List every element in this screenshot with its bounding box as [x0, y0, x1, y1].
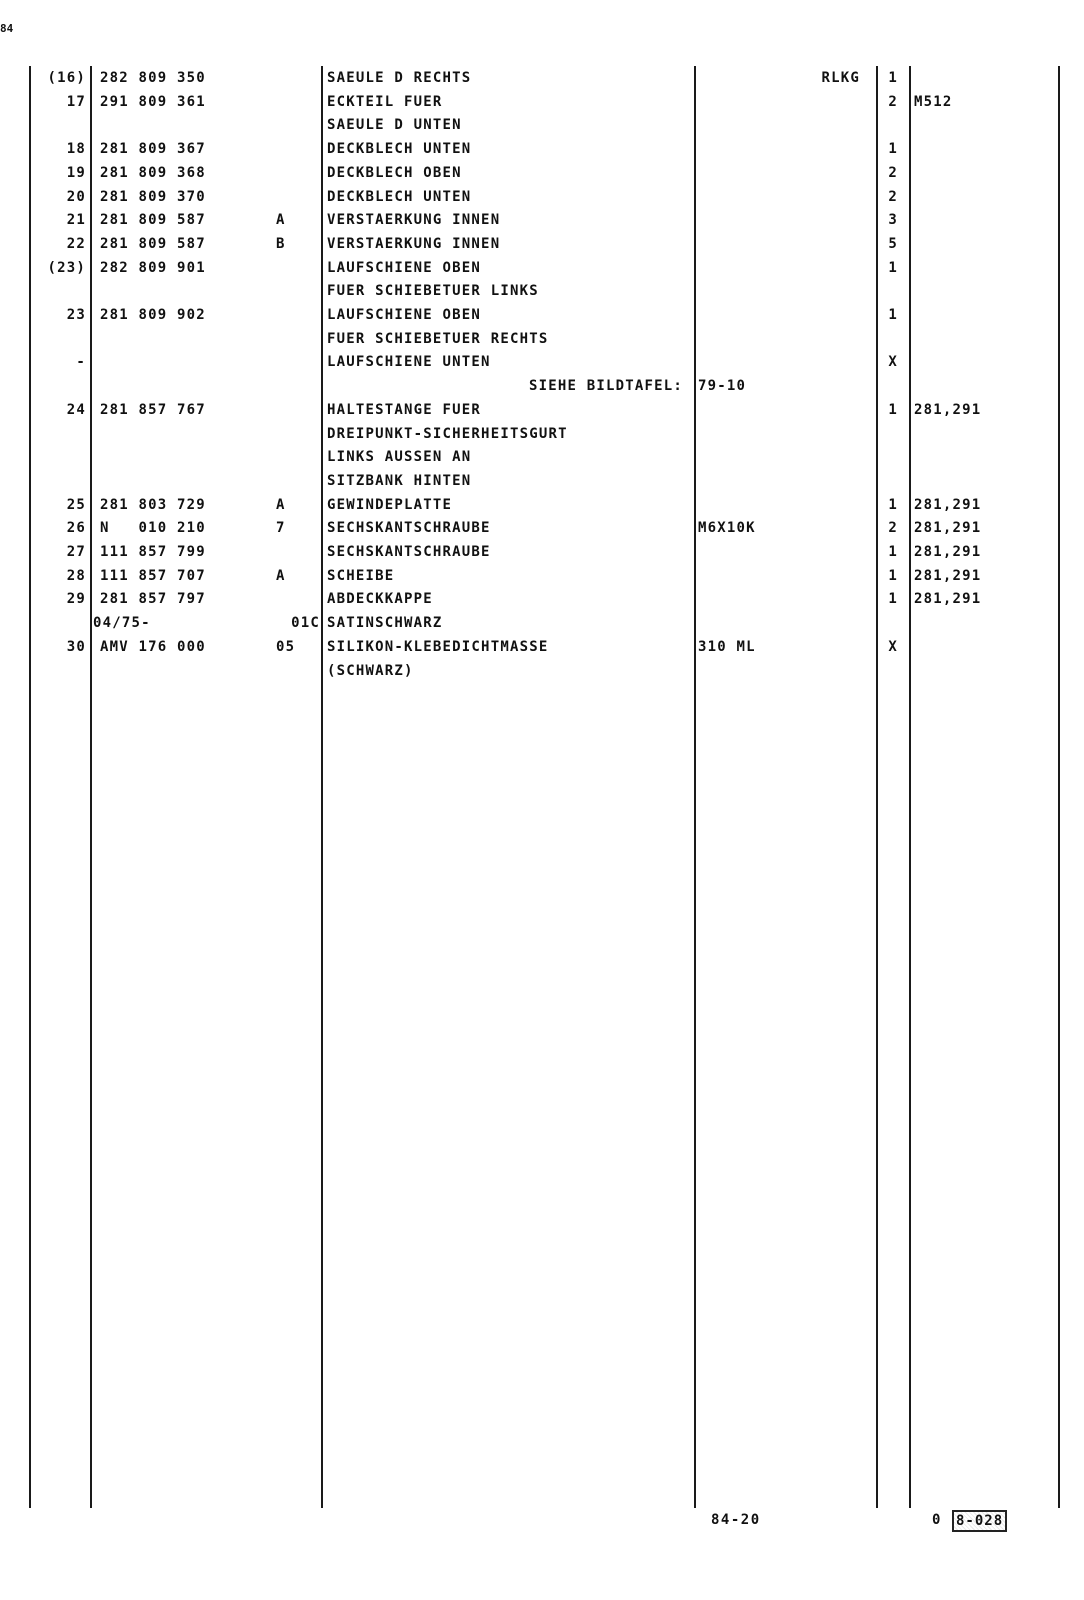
description: LAUFSCHIENE OBEN: [327, 307, 482, 323]
description: ABDECKKAPPE: [327, 591, 433, 608]
table-row: [0, 114, 1084, 138]
table-row: [0, 588, 1084, 612]
table-row: [0, 304, 1084, 328]
table-row: [0, 280, 1084, 304]
model-applicability: 281,291: [914, 544, 982, 560]
quantity: 1: [888, 496, 898, 513]
description: SITZBANK HINTEN: [327, 472, 472, 489]
document-code-badge: 8-028: [952, 1510, 1007, 1532]
table-row: [0, 423, 1084, 447]
position-number: 30: [66, 638, 86, 655]
quantity: 1: [888, 259, 898, 276]
part-suffix: A: [276, 567, 286, 584]
position-number: 26: [66, 520, 86, 537]
quantity: 3: [888, 212, 898, 229]
position-number: 22: [66, 235, 86, 252]
part-number: 281 809 370: [100, 188, 206, 205]
description: DECKBLECH OBEN: [327, 164, 462, 181]
position-number: 18: [66, 141, 86, 158]
color-code: 01C: [291, 615, 320, 632]
model-applicability: 281,291: [914, 496, 982, 513]
part-number: AMV 176 000: [100, 638, 206, 655]
part-number: 282 809 350: [100, 70, 206, 86]
model-applicability: 281,291: [914, 567, 982, 584]
revision-number: 0: [932, 1512, 941, 1528]
page-reference: 84-20: [711, 1512, 761, 1528]
quantity: 1: [888, 567, 898, 584]
position-number: (16): [47, 70, 86, 86]
remark: RLKG: [821, 70, 860, 86]
description: SECHSKANTSCHRAUBE: [327, 544, 491, 560]
description: FUER SCHIEBETUER RECHTS: [327, 330, 549, 347]
position-number: 23: [66, 307, 86, 323]
position-number: 25: [66, 496, 86, 513]
table-row: [0, 636, 1084, 660]
part-number: 281 857 797: [100, 591, 206, 608]
description: DECKBLECH UNTEN: [327, 188, 472, 205]
part-number: N 010 210: [100, 520, 206, 537]
quantity: 1: [888, 591, 898, 608]
description: LINKS AUSSEN AN: [327, 449, 472, 466]
quantity: X: [888, 638, 898, 655]
position-number: 24: [66, 401, 86, 418]
table-row: [0, 328, 1084, 352]
description: SECHSKANTSCHRAUBE: [327, 520, 491, 537]
description: DREIPUNKT-SICHERHEITSGURT: [327, 425, 568, 442]
position-number: 28: [66, 567, 86, 584]
description: FUER SCHIEBETUER LINKS: [327, 283, 539, 300]
quantity: 1: [888, 70, 898, 86]
description-reference: SIEHE BILDTAFEL:: [528, 378, 683, 395]
part-number: 281 809 587: [100, 235, 206, 252]
description: (SCHWARZ): [327, 662, 414, 679]
part-suffix: A: [276, 212, 286, 229]
table-row: [0, 446, 1084, 470]
table-row: [0, 351, 1084, 375]
position-number: -: [76, 354, 86, 371]
table-row: [0, 541, 1084, 565]
position-number: 17: [66, 93, 86, 110]
table-row: [0, 494, 1084, 518]
description: ECKTEIL FUER: [327, 93, 443, 110]
table-row: [0, 233, 1084, 257]
page-section-label: 84: [0, 22, 14, 35]
part-number: 281 809 367: [100, 141, 206, 158]
table-row: [0, 67, 1084, 91]
quantity: 5: [888, 235, 898, 252]
model-applicability: 281,291: [914, 520, 982, 537]
description: SILIKON-KLEBEDICHTMASSE: [327, 638, 549, 655]
part-number: 281 803 729: [100, 496, 206, 513]
description: LAUFSCHIENE UNTEN: [327, 354, 491, 371]
model-applicability: 281,291: [914, 401, 982, 418]
table-row: [0, 186, 1084, 210]
table-row: [0, 209, 1084, 233]
quantity: 1: [888, 401, 898, 418]
table-row: [0, 470, 1084, 494]
description: VERSTAERKUNG INNEN: [327, 212, 501, 229]
part-number: 281 809 368: [100, 164, 206, 181]
quantity: 1: [888, 307, 898, 323]
part-number: 282 809 901: [100, 259, 206, 276]
quantity: 2: [888, 164, 898, 181]
table-row: [0, 91, 1084, 115]
quantity: 2: [888, 93, 898, 110]
specification: M6X10K: [698, 520, 756, 537]
description: SCHEIBE: [327, 567, 395, 584]
table-row: [0, 138, 1084, 162]
model-applicability: 281,291: [914, 591, 982, 608]
part-number: 291 809 361: [100, 93, 206, 110]
table-row: [0, 612, 1084, 636]
quantity: 1: [888, 141, 898, 158]
part-number: 281 809 902: [100, 307, 206, 323]
position-number: 21: [66, 212, 86, 229]
position-number: 27: [66, 544, 86, 560]
validity-date: 04/75-: [93, 615, 151, 632]
position-number: 20: [66, 188, 86, 205]
table-row: [0, 257, 1084, 281]
model-applicability: M512: [914, 93, 953, 110]
part-number: 281 809 587: [100, 212, 206, 229]
part-suffix: 05: [276, 638, 296, 655]
table-row: [0, 565, 1084, 589]
description: SAEULE D RECHTS: [327, 70, 472, 86]
description: VERSTAERKUNG INNEN: [327, 235, 501, 252]
description: LAUFSCHIENE OBEN: [327, 259, 482, 276]
description: SATINSCHWARZ: [327, 615, 443, 632]
part-number: 111 857 799: [100, 544, 206, 560]
part-suffix: A: [276, 496, 286, 513]
position-number: 19: [66, 164, 86, 181]
table-row: [0, 162, 1084, 186]
quantity: 2: [888, 188, 898, 205]
position-number: (23): [47, 259, 86, 276]
part-suffix: B: [276, 235, 286, 252]
table-row: [0, 517, 1084, 541]
description: DECKBLECH UNTEN: [327, 141, 472, 158]
description: SAEULE D UNTEN: [327, 117, 462, 134]
quantity: X: [888, 354, 898, 371]
quantity: 2: [888, 520, 898, 537]
description: HALTESTANGE FUER: [327, 401, 482, 418]
part-number: 111 857 707: [100, 567, 206, 584]
quantity: 1: [888, 544, 898, 560]
table-row: [0, 375, 1084, 399]
table-row: [0, 660, 1084, 684]
specification: 310 ML: [698, 638, 756, 655]
part-number: 281 857 767: [100, 401, 206, 418]
table-row: [0, 399, 1084, 423]
part-suffix: 7: [276, 520, 286, 537]
position-number: 29: [66, 591, 86, 608]
specification: 79-10: [698, 378, 747, 395]
description: GEWINDEPLATTE: [327, 496, 453, 513]
